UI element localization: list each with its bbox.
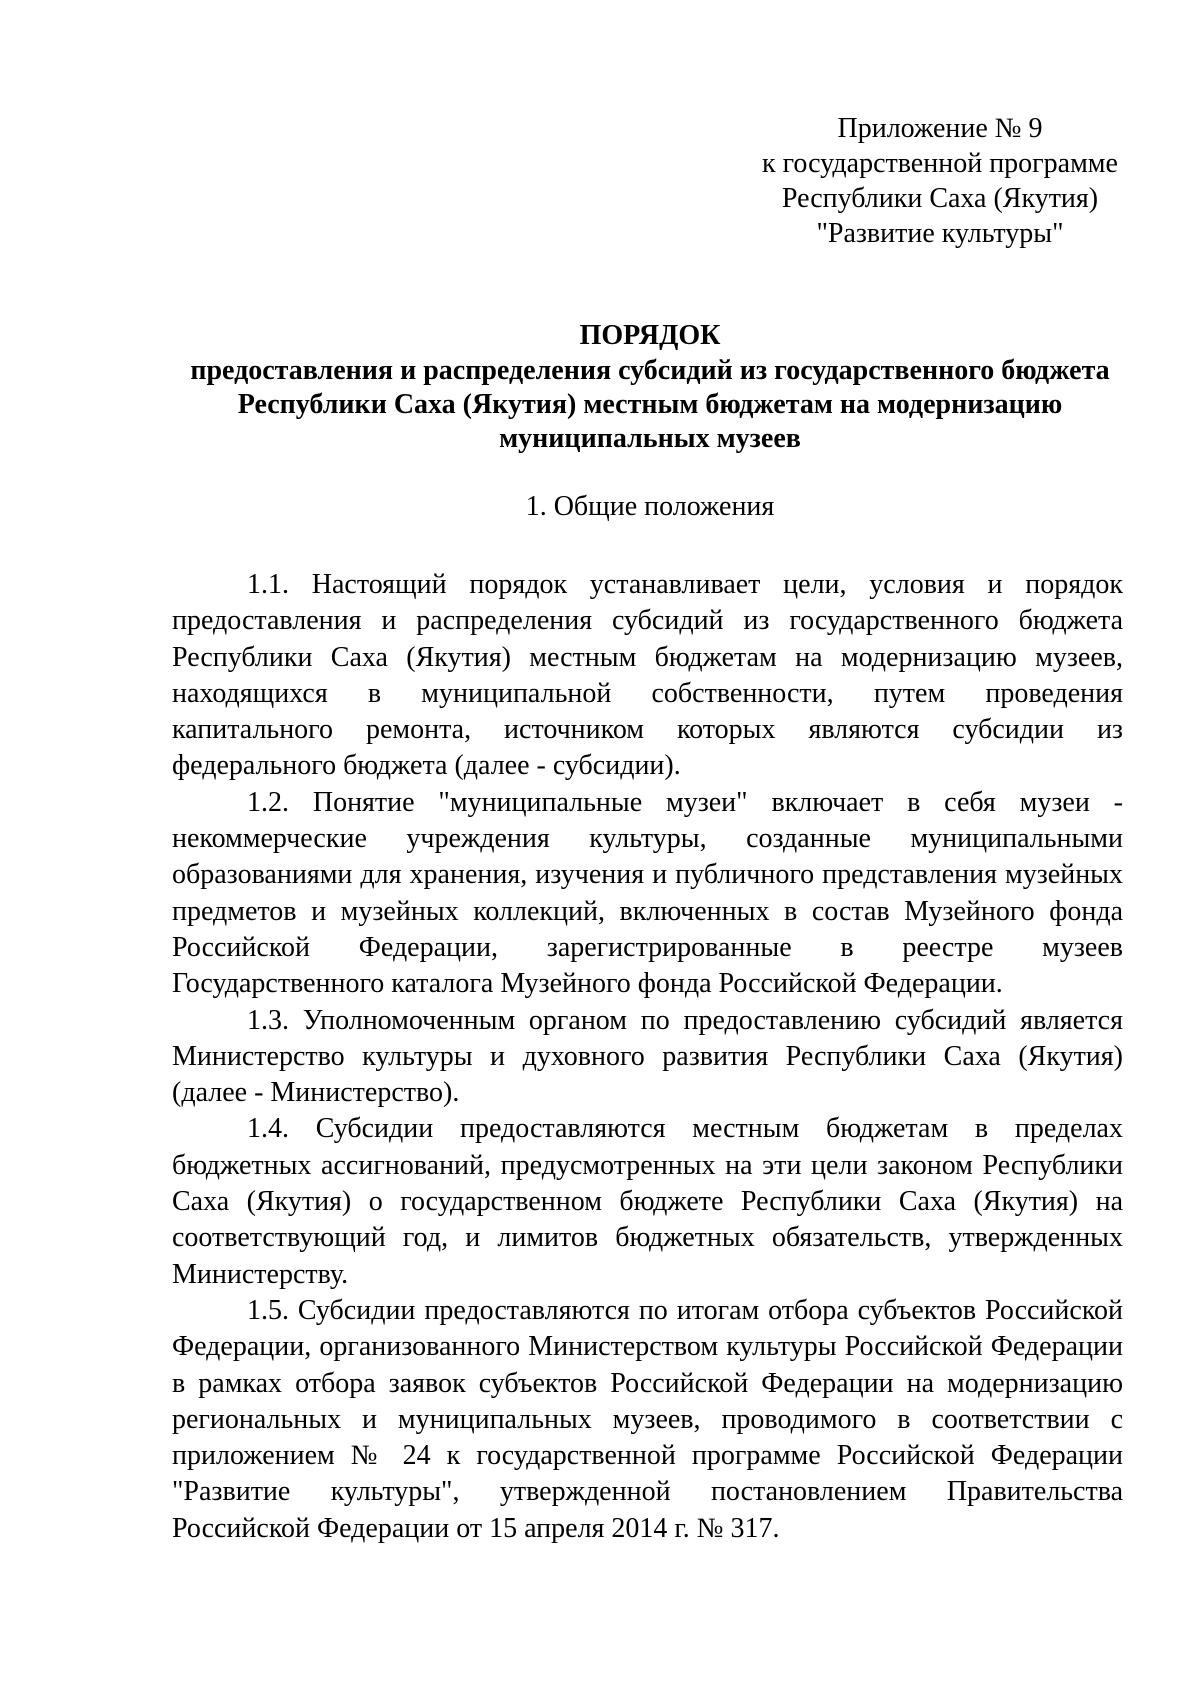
appendix-program-ref: к государственной программе [762, 148, 1118, 179]
appendix-header [720, 111, 1160, 251]
document-body [172, 567, 1123, 1547]
appendix-program-name: "Развитие культуры" [816, 218, 1064, 249]
section-heading: 1. Общие положения [525, 491, 775, 522]
document-title [170, 319, 1130, 456]
paragraph-1-1: 1.1. Настоящий порядок устанавливает цели, условия и порядок предоставления и распределения субсидий из государственного бюджета Республики Саха (Якутия) местным бюджетам на модернизацию музеев, находящихся в муниципальной собственности, путем проведения капитального ремонта, источником которых являются субсидии из федерального бюджета (далее - субсидии). [172, 569, 1123, 782]
title-line-1: предоставления и распределения субсидий из государственного бюджета [190, 355, 1110, 386]
paragraph-1-3: 1.3. Уполномоченным органом по предоставлению субсидий является Министерство культуры и духовного развития Республики Саха (Якутия) (далее - Министерство). [172, 1004, 1123, 1109]
paragraph-1-4: 1.4. Субсидии предоставляются местным бюджетам в пределах бюджетных ассигнований, предусмотренных на эти цели законом Республики Саха (Якутия) о государственном бюджете Республики Саха (Якутия) на соответствующий год, и лимитов бюджетных обязательств, утвержденных Министерству. [172, 1113, 1123, 1290]
paragraph-1-5: 1.5. Субсидии предоставляются по итогам отбора субъектов Российской Федерации, организованного Министерством культуры Российской Федерации в рамках отбора заявок субъектов Российской Федерации на модернизацию региональных и муниципальных музеев, проводимого в соответствии с приложением № 24 к государственной программе Российской Федерации "Развитие культуры", утвержденной постановлением Правительства Российской Федерации от 15 апреля 2014 г. № 317. [172, 1294, 1123, 1544]
title-line-2: Республики Саха (Якутия) местным бюджетам на модернизацию [237, 389, 1063, 420]
title-heading: ПОРЯДОК [579, 320, 721, 351]
appendix-region: Республики Саха (Якутия) [781, 183, 1099, 214]
title-line-3: муниципальных музеев [499, 423, 801, 454]
paragraph-1-2: 1.2. Понятие "муниципальные музеи" включает в себя музеи - некоммерческие учреждения культуры, созданные муниципальными образованиями для хранения, изучения и публичного представления музейных предметов и музейных коллекций, включенных в состав Музейного фонда Российской Федерации, зарегистрированные в реестре музеев Государственного каталога Музейного фонда Российской Федерации. [172, 786, 1123, 1000]
appendix-number: Приложение № 9 [837, 113, 1043, 144]
